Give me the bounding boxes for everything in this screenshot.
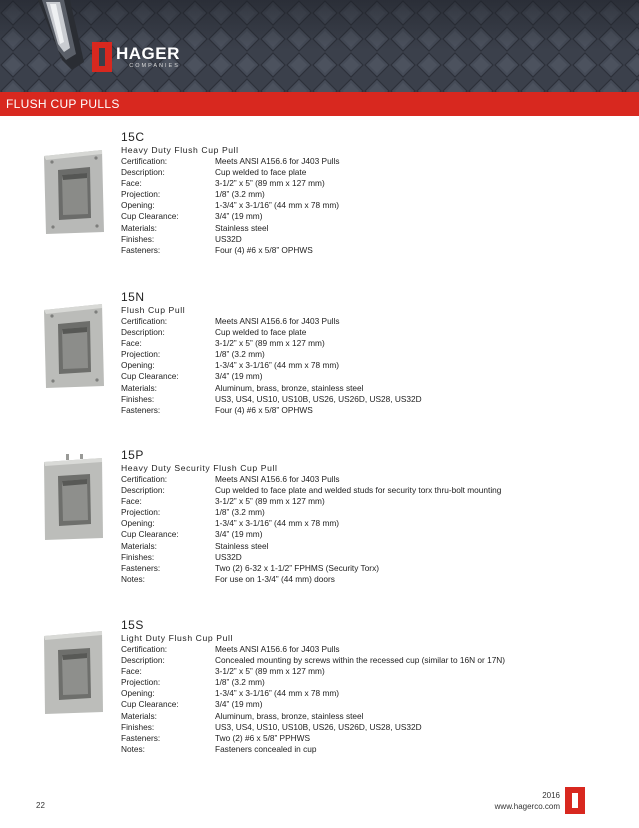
spec-row [121, 167, 340, 178]
spec-row [121, 316, 422, 327]
spec-row [121, 383, 422, 394]
spec-label: Face: [121, 338, 142, 349]
brand-logo [92, 41, 180, 73]
spec-value: Cup welded to face plate [215, 167, 307, 178]
product-name: Heavy Duty Security Flush Cup Pull [121, 463, 278, 473]
spec-label: Cup Clearance: [121, 529, 179, 540]
spec-row [121, 327, 422, 338]
page-number: 22 [36, 801, 45, 810]
spec-list [121, 156, 340, 256]
product-code: 15N [121, 290, 145, 304]
spec-row [121, 529, 501, 540]
product-code: 15C [121, 130, 145, 144]
spec-label: Materials: [121, 382, 157, 393]
spec-row [121, 677, 505, 688]
spec-row [121, 711, 505, 722]
spec-row [121, 722, 505, 733]
spec-value: 1/8” (3.2 mm) [215, 507, 265, 518]
spec-label: Fasteners: [121, 562, 161, 573]
spec-label: Finishes: [121, 551, 155, 562]
spec-value: 1-3/4” x 3-1/16” (44 mm x 78 mm) [215, 688, 340, 699]
spec-value: 3-1/2” x 5” (89 mm x 127 mm) [215, 496, 325, 507]
cup-pull-image [40, 302, 107, 390]
spec-value: 1-3/4” x 3-1/16” (44 mm x 78 mm) [215, 360, 340, 371]
spec-row [121, 655, 505, 666]
spec-label: Finishes: [121, 721, 155, 732]
spec-list [121, 644, 505, 755]
spec-row [121, 338, 422, 349]
spec-value: Fasteners concealed in cup [215, 743, 317, 754]
spec-row [121, 405, 422, 416]
spec-row [121, 245, 340, 256]
spec-value: Cup welded to face plate [215, 327, 307, 338]
spec-row [121, 371, 422, 382]
spec-row [121, 733, 505, 744]
spec-value: US3, US4, US10, US10B, US26, US26D, US28, US32D [215, 721, 422, 732]
spec-value: 1/8” (3.2 mm) [215, 677, 265, 688]
spec-row [121, 688, 505, 699]
spec-label: Description: [121, 327, 165, 338]
spec-label: Opening: [121, 200, 155, 211]
spec-value: Stainless steel [215, 540, 269, 551]
spec-label: Projection: [121, 507, 161, 518]
spec-row [121, 666, 505, 677]
spec-label: Finishes: [121, 393, 155, 404]
spec-label: Certification: [121, 474, 168, 484]
spec-row [121, 507, 501, 518]
product-name: Heavy Duty Flush Cup Pull [121, 145, 239, 155]
spec-row [121, 644, 505, 655]
spec-value: Meets ANSI A156.6 for J403 Pulls [215, 156, 340, 166]
spec-label: Certification: [121, 316, 168, 326]
spec-value: Aluminum, brass, bronze, stainless steel [215, 710, 364, 721]
spec-value: 3/4” (19 mm) [215, 371, 263, 382]
spec-list [121, 474, 501, 585]
spec-label: Finishes: [121, 233, 155, 244]
spec-label: Fasteners: [121, 732, 161, 743]
spec-label: Materials: [121, 222, 157, 233]
spec-row [121, 223, 340, 234]
cup-pull-image [40, 148, 107, 236]
spec-value: 3-1/2” x 5” (89 mm x 127 mm) [215, 338, 325, 349]
spec-value: 3-1/2” x 5” (89 mm x 127 mm) [215, 666, 325, 677]
spec-label: Fasteners: [121, 244, 161, 255]
spec-row [121, 178, 340, 189]
spec-value: Cup welded to face plate and welded studs for security torx thru-bolt mounting [215, 485, 502, 496]
spec-value: Meets ANSI A156.6 for J403 Pulls [215, 474, 340, 484]
spec-row [121, 518, 501, 529]
spec-row [121, 189, 340, 200]
spec-label: Cup Clearance: [121, 699, 179, 710]
header-banner [0, 0, 639, 92]
spec-label: Face: [121, 666, 142, 677]
spec-row [121, 349, 422, 360]
spec-row [121, 360, 422, 371]
spec-value: Two (2) 6-32 x 1-1/2” FPHMS (Security Torx) [215, 562, 379, 573]
spec-label: Projection: [121, 189, 161, 200]
product-name: Light Duty Flush Cup Pull [121, 633, 233, 643]
spec-label: Projection: [121, 677, 161, 688]
spec-label: Face: [121, 178, 142, 189]
cup-pull-image [40, 454, 107, 542]
spec-row [121, 485, 501, 496]
spec-label: Certification: [121, 156, 168, 166]
spec-label: Notes: [121, 743, 145, 754]
spec-value: US32D [215, 233, 242, 244]
spec-value: Stainless steel [215, 222, 269, 233]
spec-label: Certification: [121, 644, 168, 654]
spec-value: US32D [215, 551, 242, 562]
spec-value: Meets ANSI A156.6 for J403 Pulls [215, 316, 340, 326]
spec-value: 1/8” (3.2 mm) [215, 349, 265, 360]
spec-value: 1-3/4” x 3-1/16” (44 mm x 78 mm) [215, 518, 340, 529]
spec-row [121, 552, 501, 563]
spec-row [121, 234, 340, 245]
spec-value: 3/4” (19 mm) [215, 211, 263, 222]
spec-label: Materials: [121, 540, 157, 551]
spec-value: Aluminum, brass, bronze, stainless steel [215, 382, 364, 393]
spec-value: 1/8” (3.2 mm) [215, 189, 265, 200]
spec-row [121, 744, 505, 755]
spec-row [121, 496, 501, 507]
spec-row [121, 200, 340, 211]
spec-label: Description: [121, 655, 165, 666]
footer-url[interactable]: www.hagerco.com [494, 802, 560, 811]
spec-value: Two (2) #6 x 5/8” PPHWS [215, 732, 310, 743]
spec-row [121, 474, 501, 485]
spec-value: 3/4” (19 mm) [215, 699, 263, 710]
spec-value: Four (4) #6 x 5/8” OPHWS [215, 404, 313, 415]
spec-label: Cup Clearance: [121, 371, 179, 382]
spec-value: 3-1/2” x 5” (89 mm x 127 mm) [215, 178, 325, 189]
spec-label: Projection: [121, 349, 161, 360]
product-code: 15S [121, 618, 144, 632]
spec-label: Description: [121, 167, 165, 178]
spec-value: Four (4) #6 x 5/8” OPHWS [215, 244, 313, 255]
hager-logo-icon [92, 42, 112, 72]
spec-value: 1-3/4” x 3-1/16” (44 mm x 78 mm) [215, 200, 340, 211]
spec-label: Opening: [121, 518, 155, 529]
hager-footer-logo-icon [565, 787, 585, 814]
product-name: Flush Cup Pull [121, 305, 186, 315]
spec-label: Face: [121, 496, 142, 507]
spec-label: Cup Clearance: [121, 211, 179, 222]
spec-label: Opening: [121, 360, 155, 371]
spec-value: Concealed mounting by screws within the recessed cup (similar to 16N or 17N) [215, 655, 506, 666]
spec-row [121, 541, 501, 552]
spec-row [121, 394, 422, 405]
spec-value: 3/4” (19 mm) [215, 529, 263, 540]
spec-row [121, 563, 501, 574]
spec-value: US3, US4, US10, US10B, US26, US26D, US28, US32D [215, 393, 422, 404]
cup-pull-image [40, 628, 107, 716]
spec-row [121, 574, 501, 585]
spec-label: Materials: [121, 710, 157, 721]
spec-row [121, 699, 505, 710]
spec-label: Fasteners: [121, 404, 161, 415]
spec-list [121, 316, 422, 416]
section-title: FLUSH CUP PULLS [6, 97, 120, 111]
spec-value: For use on 1-3/4” (44 mm) doors [215, 573, 335, 584]
brand-sub: COMPANIES [129, 62, 180, 69]
footer-year: 2016 [542, 791, 560, 800]
spec-value: Meets ANSI A156.6 for J403 Pulls [215, 644, 340, 654]
spec-row [121, 156, 340, 167]
spec-label: Opening: [121, 688, 155, 699]
brand-name: HAGER [116, 43, 180, 63]
product-code: 15P [121, 448, 144, 462]
spec-row [121, 211, 340, 222]
spec-label: Notes: [121, 573, 145, 584]
spec-label: Description: [121, 485, 165, 496]
